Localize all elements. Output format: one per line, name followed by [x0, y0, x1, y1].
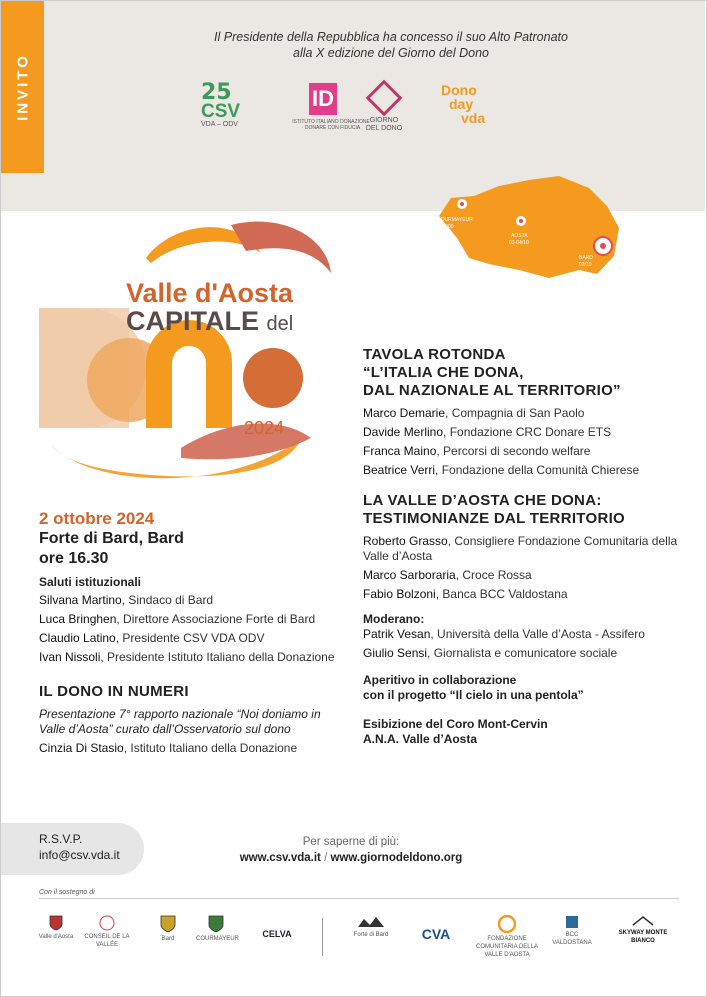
sponsor-fondazione: FONDAZIONE COMUNITARIA DELLA VALLE D'AOSTA [476, 915, 538, 953]
sponsor-skyway: SKYWAY MONTE BIANCO [613, 915, 673, 953]
valle-item: Fabio Bolzoni, Banca BCC Valdostana [363, 587, 568, 601]
right-column [363, 346, 683, 747]
bcc-icon [565, 915, 579, 929]
coro-2: A.N.A. Valle d’Aosta [363, 732, 478, 746]
saluti-item: Ivan Nissoli, Presidente Istituto Italiano della Donazione [39, 650, 335, 664]
tavola-heading-1: TAVOLA ROTONDA [363, 346, 506, 363]
sponsor-courmayeur: COURMAYEUR [196, 915, 236, 953]
map-label-aosta: AOSTA [511, 233, 528, 239]
event-date: 2 ottobre 2024 [39, 509, 155, 528]
coro-1: Esibizione del Coro Mont-Cervin [363, 717, 548, 731]
moderano-item: Patrik Vesan, Università della Valle d’Aosta - Assifero [363, 627, 645, 641]
invito-tab [1, 1, 44, 173]
saluti-item: Silvana Martino, Sindaco di Bard [39, 593, 214, 607]
rsvp-box [1, 823, 144, 875]
tavola-item: Davide Merlino, Fondazione CRC Donare ETS [363, 425, 612, 439]
event-time: ore 16.30 [39, 550, 109, 567]
dono-day-vda-logo: Dono day vda [441, 82, 486, 126]
map-region [439, 176, 619, 278]
rsvp-email-link[interactable]: info@csv.vda.it [39, 848, 120, 862]
skyway-icon [631, 915, 655, 927]
csv-logo: 25 CSV VDA – ODV [201, 80, 241, 128]
giorno-del-dono-logo: GIORNO DEL DONO [359, 83, 409, 133]
tavola-heading-3: DAL NAZIONALE AL TERRITORIO” [363, 382, 621, 399]
svg-text:29/09: 29/09 [441, 224, 454, 230]
conseil-icon [97, 915, 117, 931]
map-label-bard: BARD [579, 255, 593, 261]
sponsors-vertical-divider [322, 918, 323, 956]
numeri-presentation: Presentazione 7° rapporto nazionale “Noi doniamo in Valle d’Aosta” curato dall’Osservatorio sul dono [39, 707, 321, 736]
tavola-item: Beatrice Verri, Fondazione della Comunità Chierese [363, 463, 640, 477]
sponsor-forte-di-bard: Forte di Bard [341, 915, 401, 953]
courmayeur-crest-icon [208, 915, 224, 933]
sponsor-bcc: BCC VALDOSTANA [546, 915, 598, 953]
saluti-item: Claudio Latino, Presidente CSV VDA ODV [39, 631, 265, 645]
info-links: www.csv.vda.it / www.giornodeldono.org [239, 852, 463, 864]
title-valle: Valle d'Aosta [126, 278, 293, 308]
saluti-item: Luca Bringhen, Direttore Associazione Forte di Bard [39, 612, 316, 626]
title-graphic [31, 213, 351, 493]
letter-o2 [243, 348, 303, 408]
giornodeldono-website-link[interactable]: www.giornodeldono.org [330, 852, 463, 864]
valle-item: Roberto Grasso, Consigliere Fondazione Comunitaria della Valle d’Aosta [363, 534, 678, 563]
numeri-heading: IL DONO IN NUMERI [39, 683, 189, 700]
sponsors-divider [39, 898, 679, 899]
iid-logo: ID ISTITUTO ITALIANO DONAZIONE · DONARE CON FIDUCIA [291, 83, 371, 133]
fondazione-icon [498, 915, 516, 933]
event-place: Forte di Bard, Bard [39, 530, 184, 547]
forte-icon [356, 915, 386, 929]
aperitivo-1: Aperitivo in collaborazione [363, 673, 517, 687]
sponsor-cva: CVA [421, 926, 451, 942]
gdd-mark-icon [366, 80, 403, 117]
map-label-courmayeur: COURMAYEUR [437, 217, 473, 223]
moderano-heading: Moderano: [363, 612, 425, 626]
valle-aosta-map [429, 166, 629, 286]
title-shapes [31, 213, 351, 493]
info-label: Per saperne di più: [302, 836, 400, 848]
svg-text:03-04/10: 03-04/10 [509, 240, 529, 246]
sponsor-bard: Bard [151, 915, 185, 953]
coat-of-arms-icon [49, 915, 63, 931]
valle-item: Marco Sarboraria, Croce Rossa [363, 568, 532, 582]
bard-crest-icon [160, 915, 176, 933]
csv-website-link[interactable]: www.csv.vda.it [239, 852, 321, 864]
top-hand-right [231, 222, 331, 273]
numeri-speaker: Cinzia Di Stasio, Istituto Italiano della Donazione [39, 741, 298, 755]
moderano-item: Giulio Sensi, Giornalista e comunicatore sociale [363, 646, 618, 660]
letter-n [159, 333, 219, 428]
tavola-item: Franca Maino, Percorsi di secondo welfare [363, 444, 591, 458]
tavola-heading-2: “L’ITALIA CHE DONA, [363, 364, 524, 381]
patronato-text: Il Presidente della Repubblica ha concesso il suo Alto Patronato alla X edizione del Giorno del Dono [214, 30, 568, 60]
sponsor-valle-aosta: Valle d'Aosta [36, 915, 76, 953]
left-column [39, 509, 339, 760]
sponsors-heading: Con il sostegno di [39, 889, 95, 896]
valle-heading-1: LA VALLE D’AOSTA CHE DONA: [363, 492, 602, 509]
tavola-item: Marco Demarie, Compagnia di San Paolo [363, 406, 585, 420]
svg-text:02/10: 02/10 [579, 262, 592, 268]
valle-heading-2: TESTIMONIANZE DAL TERRITORIO [363, 510, 626, 527]
rsvp-label: R.S.V.P. [39, 832, 83, 846]
title-year: 2024 [244, 418, 285, 438]
title-capitale: CAPITALE del [126, 306, 294, 336]
sponsor-conseil: CONSEIL DE LA VALLÉE [81, 915, 133, 953]
aperitivo-2: con il progetto “Il cielo in una pentola” [363, 688, 584, 702]
invito-label: INVITO [14, 53, 31, 121]
info-block [201, 834, 501, 866]
saluti-heading: Saluti istituzionali [39, 575, 142, 589]
sponsor-celva: CELVA [262, 929, 292, 939]
